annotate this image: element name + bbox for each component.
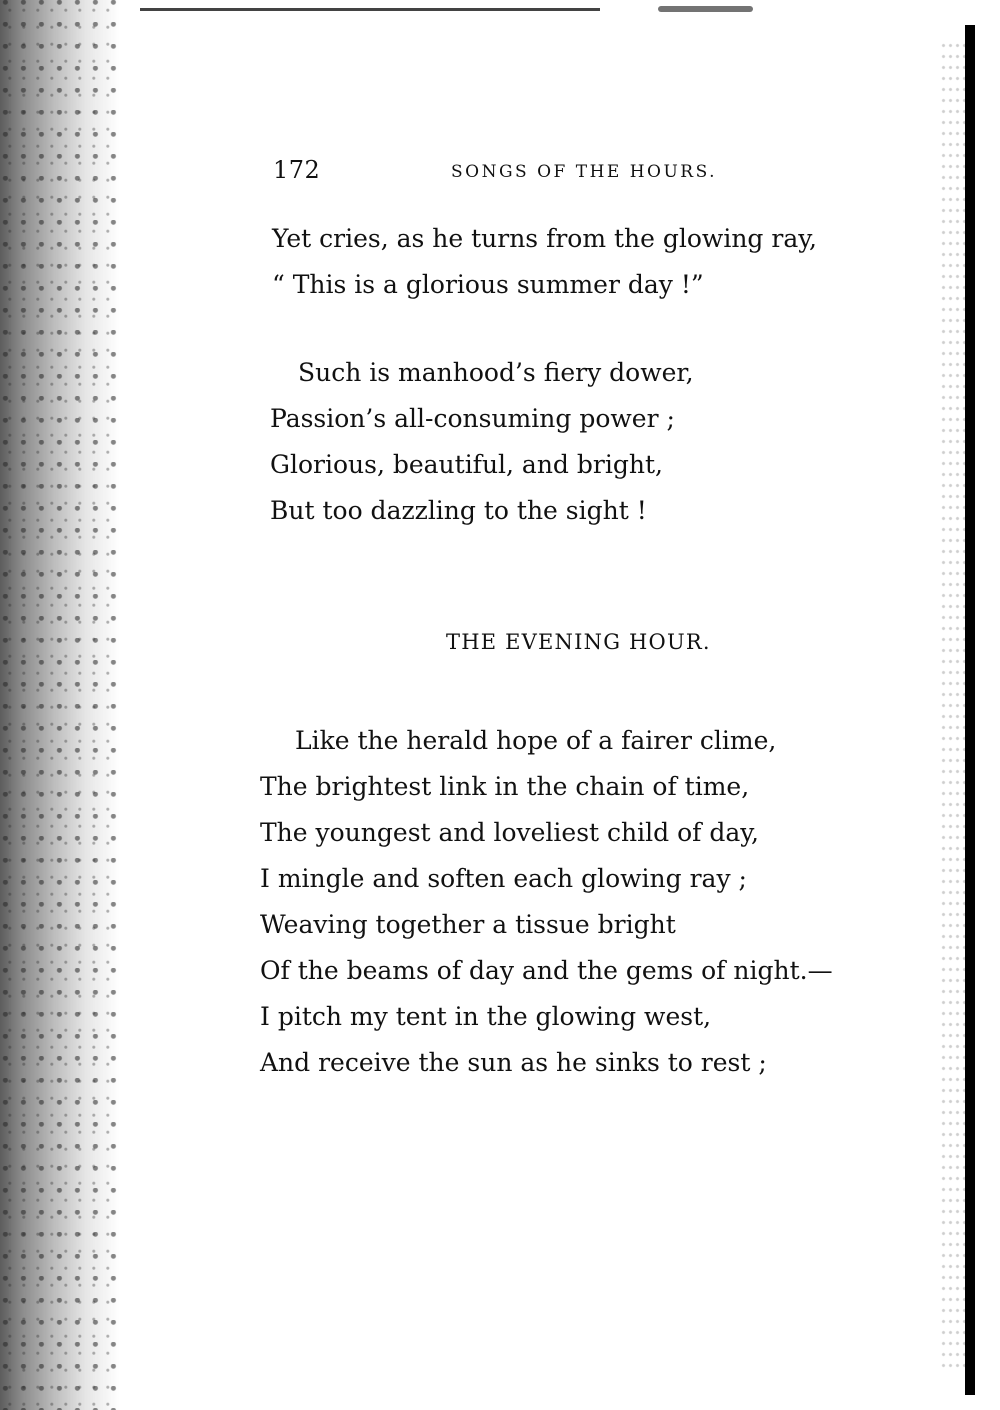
stanza-manhood [270,350,850,534]
poem-line: Like the herald hope of a fairer clime, [295,726,777,755]
poem-line: The brightest link in the chain of time, [260,772,750,801]
right-page-edge [965,25,975,1395]
poem-line: But too dazzling to the sight ! [270,496,647,525]
poem-line: Of the beams of day and the gems of night.— [260,956,833,985]
section-title: THE EVENING HOUR. [446,630,711,654]
poem-line: Weaving together a tissue bright [260,910,676,939]
right-edge-speckles [940,40,965,1370]
poem-line: Glorious, beautiful, and bright, [270,450,663,479]
poem-line: I mingle and soften each glowing ray ; [260,864,747,893]
poem-line: Such is manhood’s fiery dower, [298,358,694,387]
page-number: 172 [273,156,321,184]
page-header [273,158,753,198]
poem-line: Yet cries, as he turns from the glowing ray, [272,224,817,253]
stanza-evening-hour [260,718,840,1086]
top-scan-rule [140,8,600,11]
poem-line: I pitch my tent in the glowing west, [260,1002,712,1031]
top-scan-smudge [658,6,753,12]
binding-gutter-shadow [0,0,120,1410]
poem-line: The youngest and loveliest child of day, [260,818,759,847]
poem-line: And receive the sun as he sinks to rest ; [260,1048,767,1077]
poem-line: “ This is a glorious summer day !” [272,270,704,299]
poem-line: Passion’s all-consuming power ; [270,404,675,433]
running-head: SONGS OF THE HOURS. [451,162,718,182]
stanza-continuation [272,216,852,308]
